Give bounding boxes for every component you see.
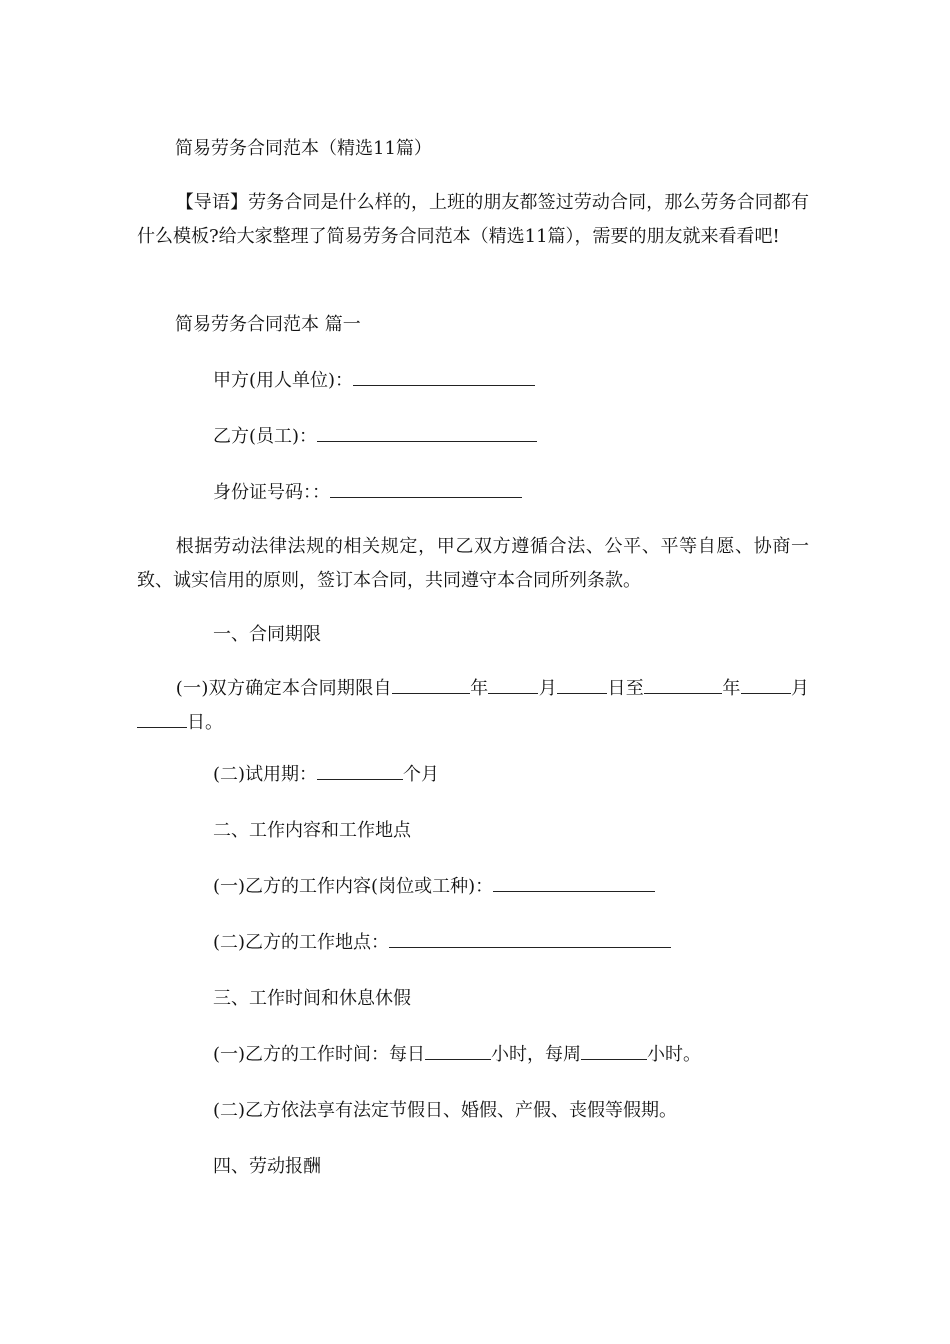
party-b-label: 乙方(员工)：: [213, 426, 318, 447]
section-title: 简易劳务合同范本 篇一: [175, 314, 361, 335]
day-to-label: 日至: [607, 678, 645, 699]
end-year-blank[interactable]: [644, 692, 722, 694]
daily-hours-blank[interactable]: [425, 1058, 491, 1060]
id-number-label: 身份证号码：：: [213, 482, 330, 503]
work-content-blank[interactable]: [493, 890, 655, 892]
day-end-label: 日。: [187, 712, 223, 733]
year-label: 年: [469, 678, 489, 699]
probation-suffix: 个月: [403, 764, 440, 785]
id-number-blank[interactable]: [330, 496, 522, 498]
daily-hours-label: (一)乙方的工作时间：每日: [213, 1044, 426, 1065]
clause-1-2: [213, 764, 439, 786]
work-location-label: (二)乙方的工作地点：: [213, 932, 390, 953]
probation-blank[interactable]: [317, 778, 403, 780]
month-label: 月: [790, 678, 810, 699]
intro-paragraph: 【导语】劳务合同是什么样的，上班的朋友都签过劳动合同，那么劳务合同都有什么模板?给大家整理了简易劳务合同范本（精选11篇），需要的朋友就来看看吧!: [137, 192, 809, 247]
weekly-hours-label: 小时，每周: [491, 1044, 582, 1065]
clause-2-1: [213, 876, 655, 898]
clause-1-1-prefix: (一)双方确定本合同期限自: [175, 678, 392, 699]
clause-3-title: 三、工作时间和休息休假: [213, 988, 411, 1009]
clause-3-1: [213, 1044, 701, 1066]
party-a-line: [213, 370, 535, 392]
year-label: 年: [722, 678, 741, 699]
hours-suffix: 小时。: [647, 1044, 702, 1065]
party-a-label: 甲方(用人单位)：: [213, 370, 354, 391]
clause-2-title: 二、工作内容和工作地点: [213, 820, 411, 841]
end-day-blank[interactable]: [137, 726, 187, 728]
party-a-blank[interactable]: [353, 384, 535, 386]
start-year-blank[interactable]: [392, 692, 470, 694]
id-number-line: [213, 482, 522, 504]
weekly-hours-blank[interactable]: [581, 1058, 647, 1060]
party-b-blank[interactable]: [317, 440, 537, 442]
end-month-blank[interactable]: [741, 692, 791, 694]
month-label: 月: [538, 678, 558, 699]
party-b-line: [213, 426, 537, 448]
document-title: 简易劳务合同范本（精选11篇）: [175, 138, 432, 159]
preamble-paragraph: 根据劳动法律法规的相关规定，甲乙双方遵循合法、公平、平等自愿、协商一致、诚实信用的原则，签订本合同，共同遵守本合同所列条款。: [137, 536, 809, 591]
clause-2-2: [213, 932, 671, 954]
work-location-blank[interactable]: [389, 946, 671, 948]
start-day-blank[interactable]: [557, 692, 607, 694]
probation-label: (二)试用期：: [213, 764, 318, 785]
work-content-label: (一)乙方的工作内容(岗位或工种)：: [213, 876, 494, 897]
clause-1-1: [137, 672, 809, 740]
start-month-blank[interactable]: [488, 692, 538, 694]
clause-1-title: 一、合同期限: [213, 624, 321, 645]
clause-3-2: (二)乙方依法享有法定节假日、婚假、产假、丧假等假期。: [213, 1100, 678, 1121]
clause-4-title: 四、劳动报酬: [213, 1156, 321, 1177]
